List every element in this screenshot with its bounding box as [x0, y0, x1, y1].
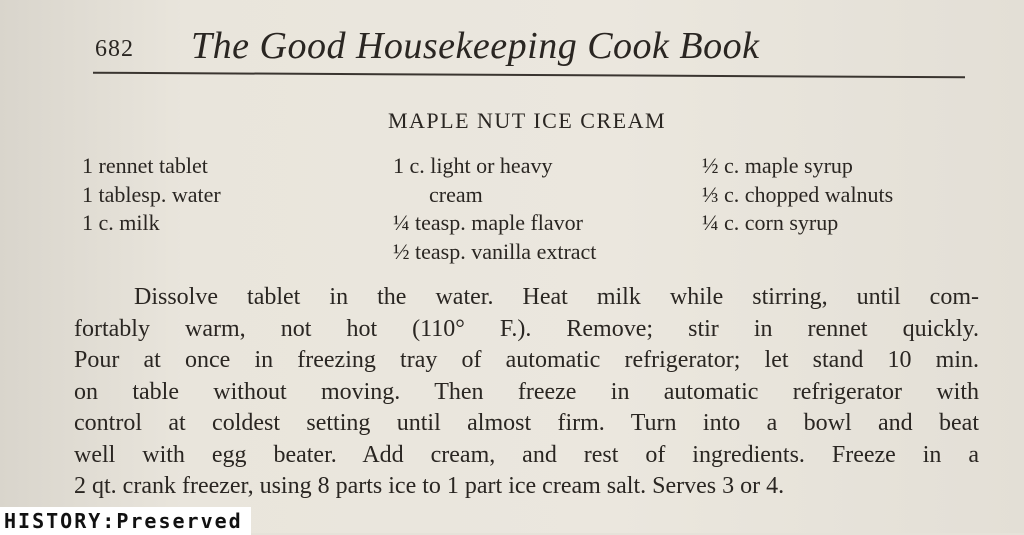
directions-line: control at coldest setting until almost firm. Turn into a bowl and beat: [74, 410, 979, 436]
ingredient: ½ c. maple syrup: [702, 153, 853, 178]
watermark-label: HISTORY:Preserved: [0, 507, 251, 535]
ingredient: ¼ c. corn syrup: [702, 210, 839, 235]
ingredients-column-2: [393, 152, 596, 266]
directions-line: well with egg beater. Add cream, and rest of ingredients. Freeze in a: [74, 441, 979, 468]
book-title: The Good Housekeeping Cook Book: [191, 25, 760, 67]
ingredient: ¼ teasp. maple flavor: [393, 210, 583, 235]
directions-line: 2 qt. crank freezer, using 8 parts ice to 1 part ice cream salt. Serves 3 or 4.: [74, 473, 785, 499]
ingredients-column-1: [82, 152, 221, 238]
ingredient: 1 tablesp. water: [82, 181, 221, 207]
ingredient: 1 c. light or heavy: [393, 153, 553, 178]
directions-line: Dissolve tablet in the water. Heat milk while stirring, until com-: [134, 284, 979, 310]
page-number: 682: [95, 36, 134, 62]
running-head: [95, 22, 975, 70]
ingredient: 1 rennet tablet: [82, 153, 208, 178]
ingredient: ½ teasp. vanilla extract: [393, 238, 597, 264]
recipe-title: MAPLE NUT ICE CREAM: [387, 108, 667, 133]
ingredients-column-3: [702, 152, 893, 238]
ingredient: 1 c. milk: [82, 210, 160, 235]
ingredient: ⅓ c. chopped walnuts: [702, 181, 894, 207]
header-rule: [93, 72, 965, 79]
directions-line: Pour at once in freezing tray of automatic refrigerator; let stand 10 min.: [74, 347, 979, 373]
ingredient-continuation: cream: [429, 181, 483, 207]
directions-paragraph: [74, 282, 979, 503]
directions-line: on table without moving. Then freeze in automatic refrigerator with: [74, 378, 979, 405]
directions-line: fortably warm, not hot (110° F.). Remove; stir in rennet quickly.: [74, 315, 979, 342]
